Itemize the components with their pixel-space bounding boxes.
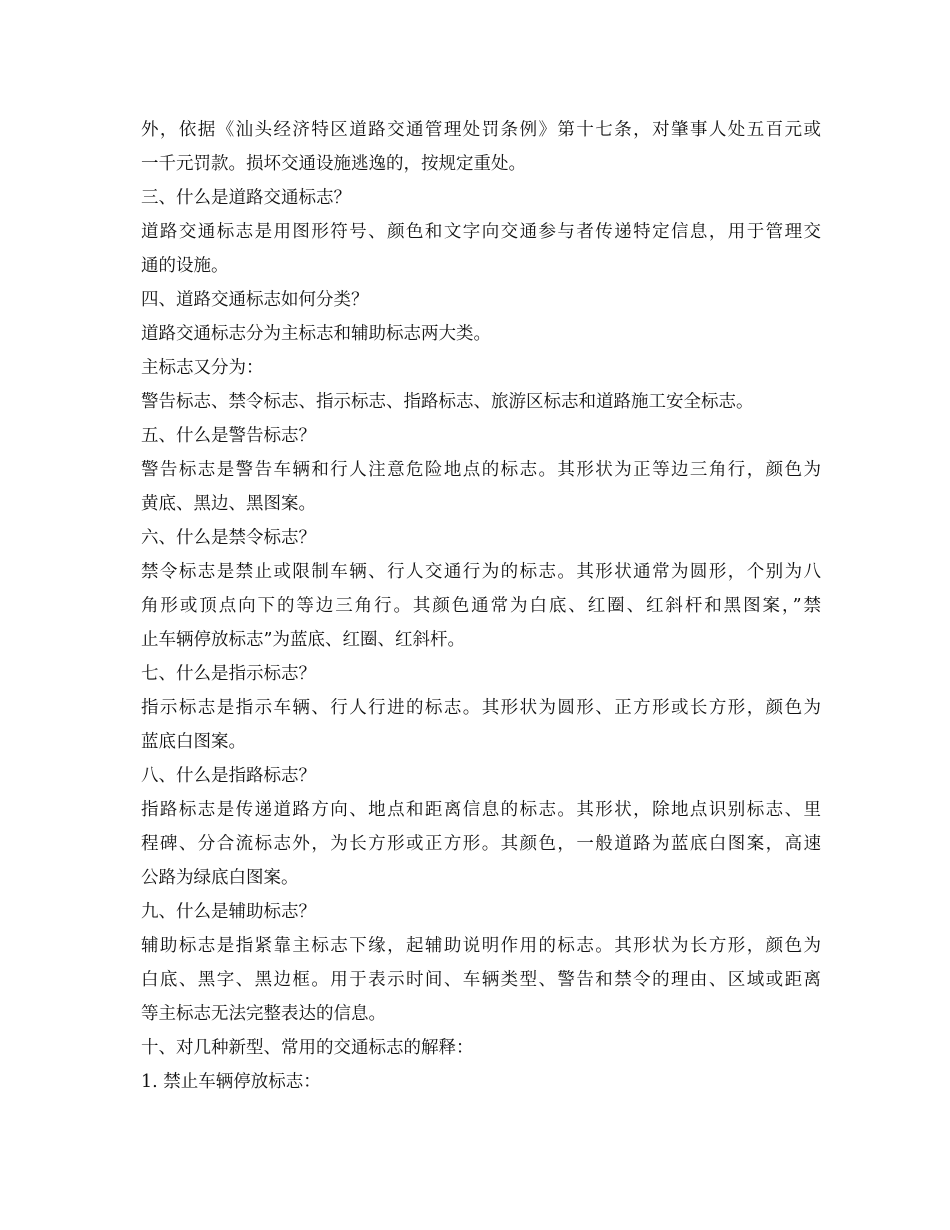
section-heading: 七、什么是指示标志？ bbox=[141, 664, 316, 684]
paragraph-line: 指路标志是传递道路方向、地点和距离信息的标志。其形状，除地点识别标志、里 bbox=[141, 800, 821, 820]
paragraph-line: 白底、黑字、黑边框。用于表示时间、车辆类型、警告和禁令的理由、区域或距离 bbox=[141, 970, 821, 990]
section-heading: 六、什么是禁令标志？ bbox=[141, 528, 316, 548]
section-heading: 四、道路交通标志如何分类？ bbox=[141, 290, 369, 310]
section-heading: 三、什么是道路交通标志？ bbox=[141, 188, 351, 208]
section-heading: 八、什么是指路标志？ bbox=[141, 766, 316, 786]
paragraph-line: 禁令标志是禁止或限制车辆、行人交通行为的标志。其形状通常为圆形，个别为八 bbox=[141, 562, 821, 582]
paragraph-line: 黄底、黑边、黑图案。 bbox=[141, 494, 316, 514]
section-heading: 十、对几种新型、常用的交通标志的解释： bbox=[141, 1038, 474, 1058]
paragraph-line: 蓝底白图案。 bbox=[141, 732, 246, 752]
section-heading: 五、什么是警告标志？ bbox=[141, 426, 316, 446]
paragraph-line: 公路为绿底白图案。 bbox=[141, 868, 299, 888]
paragraph-line: 外，依据《汕头经济特区道路交通管理处罚条例》第十七条，对肇事人处五百元或 bbox=[141, 120, 821, 140]
section-heading: 九、什么是辅助标志？ bbox=[141, 902, 316, 922]
paragraph-line: 角形或顶点向下的等边三角行。其颜色通常为白底、红圈、红斜杆和黑图案，”禁 bbox=[141, 596, 821, 616]
paragraph-line: 辅助标志是指紧靠主标志下缘，起辅助说明作用的标志。其形状为长方形，颜色为 bbox=[141, 936, 821, 956]
document-body bbox=[141, 113, 821, 1099]
paragraph-line: 指示标志是指示车辆、行人行进的标志。其形状为圆形、正方形或长方形，颜色为 bbox=[141, 698, 821, 718]
paragraph-line: 通的设施。 bbox=[141, 256, 229, 276]
paragraph-line: 一千元罚款。损坏交通设施逃逸的，按规定重处。 bbox=[141, 154, 526, 174]
paragraph-line: 止车辆停放标志”为蓝底、红圈、红斜杆。 bbox=[141, 630, 465, 650]
paragraph-line: 警告标志是警告车辆和行人注意危险地点的标志。其形状为正等边三角行，颜色为 bbox=[141, 460, 821, 480]
list-item: 1. 禁止车辆停放标志： bbox=[141, 1072, 321, 1092]
paragraph-line: 警告标志、禁令标志、指示标志、指路标志、旅游区标志和道路施工安全标志。 bbox=[141, 392, 754, 412]
paragraph-line: 程碑、分合流标志外，为长方形或正方形。其颜色，一般道路为蓝底白图案，高速 bbox=[141, 834, 821, 854]
paragraph-line: 等主标志无法完整表达的信息。 bbox=[141, 1004, 386, 1024]
paragraph-line: 道路交通标志是用图形符号、颜色和文字向交通参与者传递特定信息，用于管理交 bbox=[141, 222, 821, 242]
paragraph-line: 道路交通标志分为主标志和辅助标志两大类。 bbox=[141, 324, 491, 344]
paragraph-line: 主标志又分为： bbox=[141, 358, 264, 378]
